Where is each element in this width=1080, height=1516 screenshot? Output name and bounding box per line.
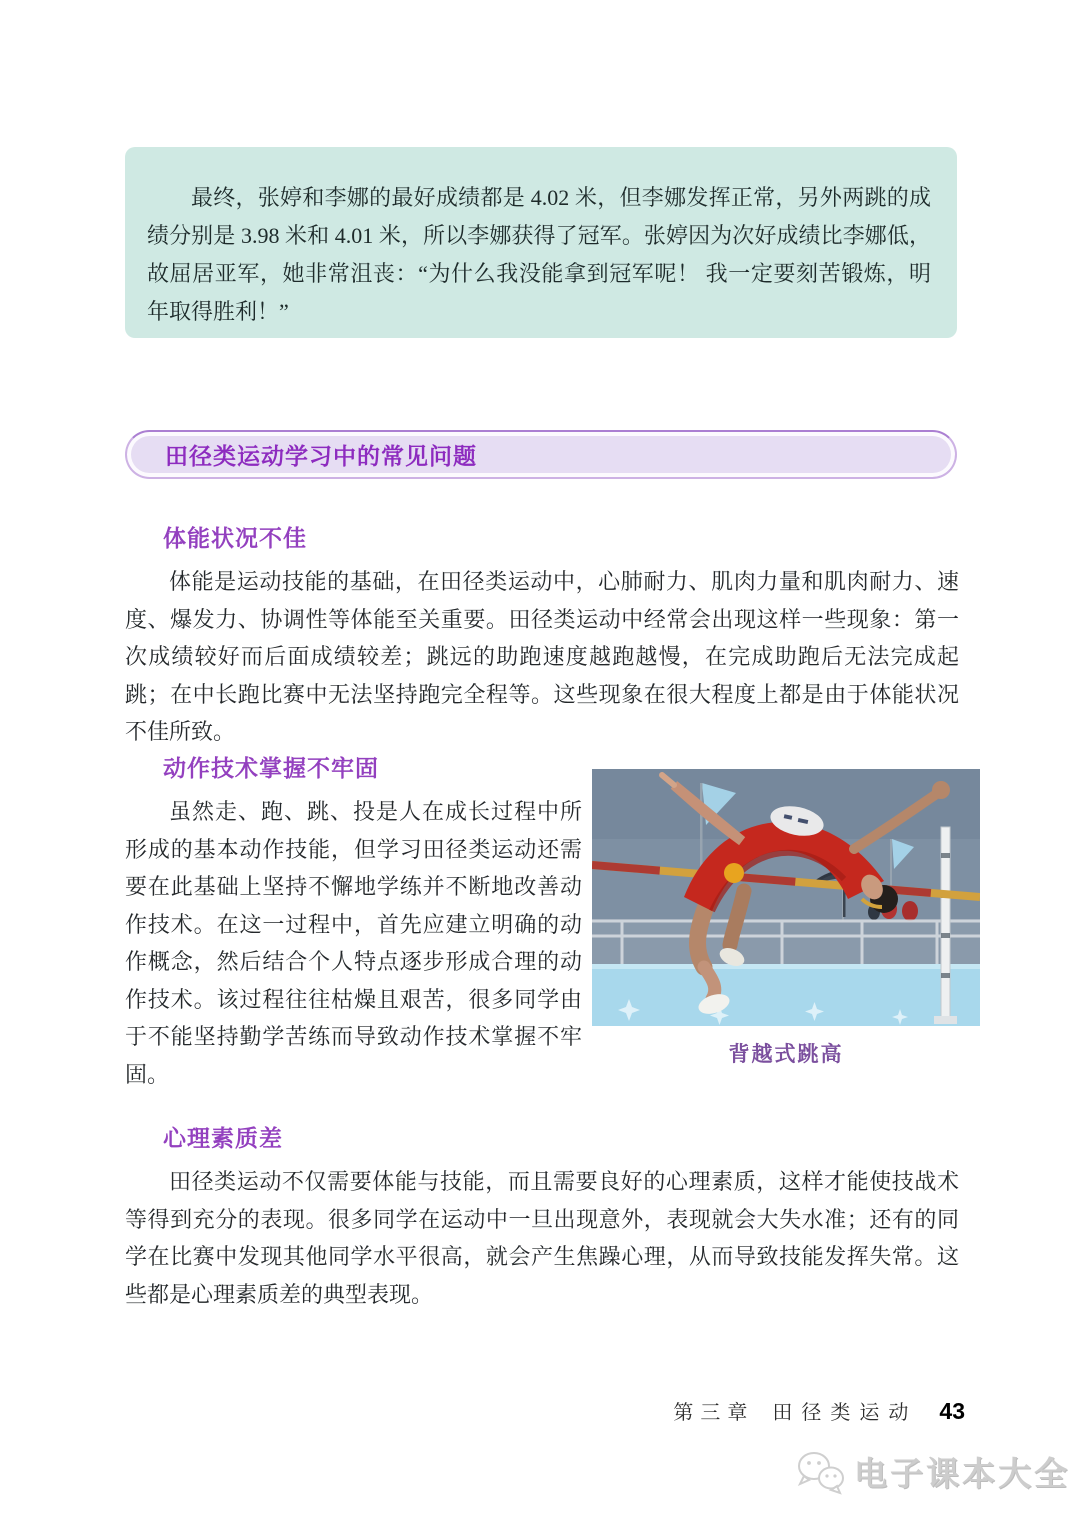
- footer-chapter-title: 田径类运动: [772, 1402, 918, 1424]
- heading-fitness-problem: 体能状况不佳: [163, 525, 307, 551]
- photo-landing-mat: [592, 964, 980, 1026]
- watermark-label: 电子课本大全: [854, 1455, 1070, 1492]
- fosbury-flop-high-jump-photo: [592, 769, 980, 1026]
- paragraph-fitness-problem: 体能是运动技能的基础，在田径类运动中，心肺耐力、肌肉力量和肌肉耐力、速度、爆发力、协调性等体能至关重要。田径类运动中经常会出现这样一些现象：第一次成绩较好而后面成绩较差；跳远的助跑速度越跑越慢，在完成助跑后无法完成起跳；在中长跑比赛中无法坚持跑完全程等。这些现象在很大程度上都是由于体能状况不佳所致。: [125, 569, 959, 744]
- wechat-bubbles-icon: [794, 1449, 848, 1495]
- story-text: 最终，张婷和李娜的最好成绩都是 4.02 米，但李娜发挥正常，另外两跳的成绩分别是 3.98 米和 4.01 米，所以李娜获得了冠军。张婷因为次好成绩比李娜低，故屈居亚军，她非常沮丧：“为什么我没能拿到冠军呢！ 我一定要刻苦锻炼，明年取得胜利！”: [147, 185, 931, 324]
- heading-mental-problem: 心理素质差: [163, 1125, 283, 1151]
- publisher-watermark: [794, 1448, 1070, 1495]
- high-jump-figure: [592, 769, 980, 1068]
- paragraph-technique-problem: 虽然走、跑、跳、投是人在成长过程中所形成的基本动作技能，但学习田径类运动还需要在此基础上坚持不懈地学练并不断地改善动作技术。在这一过程中，首先应建立明确的动作概念，然后结合个人特点逐步形成合理的动作技术。该过程往往枯燥且艰苦，很多同学由于不能坚持勤学苦练而导致动作技术掌握不牢固。: [125, 799, 582, 1087]
- page-footer: [673, 1396, 965, 1425]
- figure-caption: 背越式跳高: [728, 1042, 844, 1066]
- section-banner-title: 田径类运动学习中的常见问题: [165, 443, 477, 469]
- page-number: 43: [939, 1398, 965, 1424]
- story-callout-box: [125, 147, 957, 338]
- paragraph-mental-problem: 田径类运动不仅需要体能与技能，而且需要良好的心理素质，这样才能使技战术等得到充分的表现。很多同学在运动中一旦出现意外，表现就会大失水准；还有的同学在比赛中发现其他同学水平很高，就会产生焦躁心理，从而导致技能发挥失常。这些都是心理素质差的典型表现。: [125, 1169, 959, 1307]
- footer-chapter: 第三章: [673, 1402, 755, 1424]
- section-banner: [125, 430, 957, 479]
- heading-technique-problem: 动作技术掌握不牢固: [163, 755, 379, 781]
